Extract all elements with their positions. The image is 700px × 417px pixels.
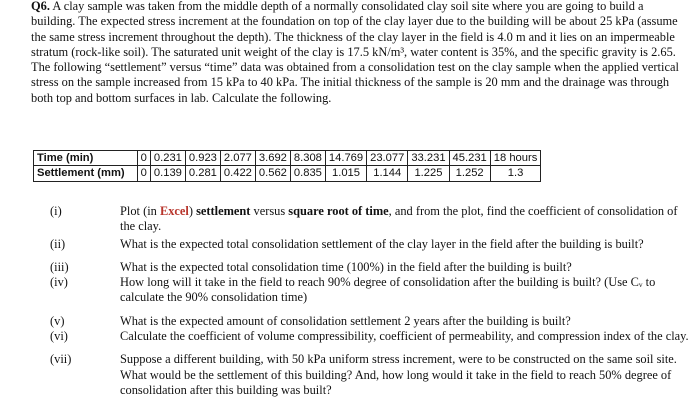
item-text: Calculate the coefficient of volume compressibility, coefficient of permeability, and compression index of the clay. xyxy=(120,329,689,344)
list-item xyxy=(50,260,690,275)
item-text-part: Plot (in xyxy=(120,204,160,218)
table-cell: 23.077 xyxy=(367,151,408,166)
item-text-part: ) xyxy=(188,204,197,218)
item-text: What is the expected total consolidation time (100%) in the field after the building is built? xyxy=(120,259,572,274)
row-header-time: Time (min) xyxy=(34,151,138,166)
question-text: A clay sample was taken from the middle depth of a normally consolidated clay soil site where you are going to build a building. The expected stress increment at the foundation on top of the clay layer due to the building will be about 25 kPa (assume the same stress increment throughout the depth). The thickness of the clay layer in the field is 4.0 m and it lies on an impermeable stratum (rock-like soil). The saturated unit weight of the clay is 17.5 kN/m³, water content is 35%, and the specific gravity is 2.65. The following “settlement” versus “time” data was obtained from a consolidation test on the clay sample when the applied vertical stress on the sample increased from 15 kPa to 40 kPa. The initial thickness of the sample is 20 mm and the drainage was through both top and bottom surfaces in lab. Calculate the following. xyxy=(31,0,679,105)
table-cell: 0 xyxy=(137,151,150,166)
item-text-part: , and from the plot, find the coefficient of consolidation of the clay. xyxy=(120,204,678,234)
table-cell: 0 xyxy=(137,166,150,181)
table-cell: 33.231 xyxy=(408,151,449,166)
item-text-part: versus xyxy=(250,204,289,218)
item-number: (iii) xyxy=(50,259,69,274)
table-cell: 0.835 xyxy=(290,166,325,181)
item-number: (v) xyxy=(50,313,65,328)
item-text: Suppose a different building, with 50 kPa uniform stress increment, were to be constructed on the same soil site. What would be the settlement of this building? And, how long would it take in the field to reach 50% degree of consolidation after this building was built? xyxy=(120,352,677,397)
question-paragraph xyxy=(31,0,687,106)
table-cell: 2.077 xyxy=(220,151,255,166)
table-cell: 0.562 xyxy=(255,166,290,181)
bold-text: settlement xyxy=(196,204,251,218)
table-row-time xyxy=(34,151,541,166)
list-item xyxy=(50,204,690,235)
list-item xyxy=(50,329,690,344)
table-cell: 1.225 xyxy=(408,166,449,181)
table-cell: 3.692 xyxy=(255,151,290,166)
bold-text: square root of time xyxy=(288,204,389,218)
list-item xyxy=(50,314,690,329)
item-number: (vi) xyxy=(50,329,68,344)
table-cell: 0.923 xyxy=(185,151,220,166)
table-cell: 14.769 xyxy=(325,151,366,166)
table-cell: 0.422 xyxy=(220,166,255,181)
item-text xyxy=(120,204,690,235)
table-cell: 0.139 xyxy=(150,166,185,181)
item-number: (iv) xyxy=(50,275,68,290)
item-number: (ii) xyxy=(50,236,66,251)
table-cell: 0.231 xyxy=(150,151,185,166)
table-cell: 0.281 xyxy=(185,166,220,181)
question-number: Q6. xyxy=(31,0,50,13)
item-number: (vii) xyxy=(50,352,72,367)
table-row-settlement xyxy=(34,166,541,181)
table-cell: 1.252 xyxy=(449,166,490,181)
table-cell: 18 hours xyxy=(490,151,541,166)
table-cell: 1.3 xyxy=(490,166,541,181)
time-settlement-table xyxy=(33,150,541,182)
table-cell: 8.308 xyxy=(290,151,325,166)
table-cell: 1.015 xyxy=(325,166,366,181)
list-item xyxy=(50,237,690,252)
item-text: What is the expected amount of consolidation settlement 2 years after the building is built? xyxy=(120,313,571,328)
excel-highlight: Excel xyxy=(159,204,189,218)
table-cell: 1.144 xyxy=(367,166,408,181)
item-number: (i) xyxy=(50,204,62,218)
table-cell: 45.231 xyxy=(449,151,490,166)
list-item xyxy=(50,275,690,306)
item-text: How long will it take in the field to reach 90% degree of consolidation after the building is built? (Use Cᵥ to calculate the 90% consolidation time) xyxy=(120,275,656,305)
sub-question-list xyxy=(50,204,690,398)
item-text: What is the expected total consolidation settlement of the clay layer in the field after the building is built? xyxy=(120,236,644,251)
row-header-settlement: Settlement (mm) xyxy=(34,166,138,181)
list-item xyxy=(50,352,690,398)
